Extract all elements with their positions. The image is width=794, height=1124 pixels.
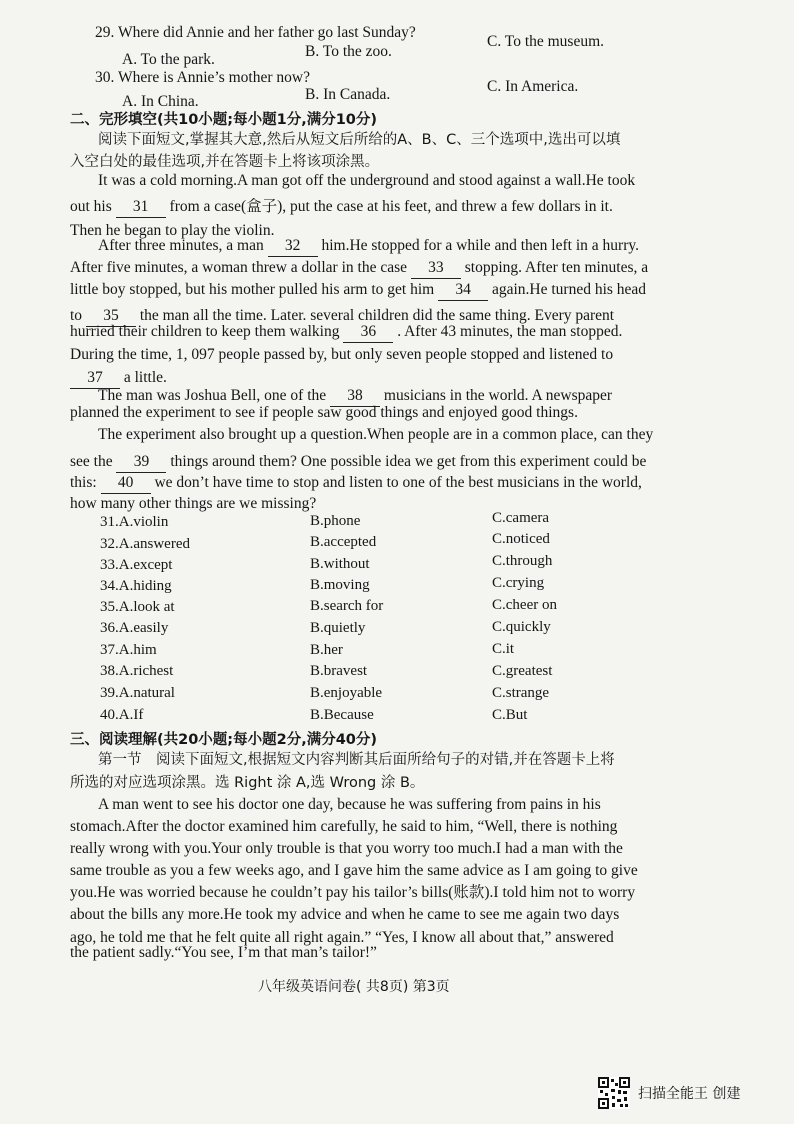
option-39-a: 39.A.natural <box>100 685 175 701</box>
option-35-b: B.search for <box>310 598 384 614</box>
blank-37: 37 <box>70 368 120 389</box>
cloze-p2-line1 <box>98 236 639 257</box>
text-fragment: things around them? One possible idea we get from this experiment could be <box>170 453 647 470</box>
reading-section-2: 所选的对应选项涂黑。选 Right 涂 A,选 Wrong 涂 B。 <box>70 775 425 791</box>
text-fragment: The man was Joshua Bell, one of the <box>98 387 327 404</box>
option-33-c: C.through <box>492 553 553 569</box>
option-31-c: C.camera <box>492 510 550 526</box>
text-fragment: him.He stopped for a while and then left in a hurry. <box>321 237 639 254</box>
text-fragment: again.He turned his head <box>491 281 647 298</box>
text-fragment: see the <box>70 453 113 470</box>
option-34-c: C.crying <box>492 575 545 591</box>
text-fragment: out his <box>70 198 112 215</box>
option-40-c: C.But <box>492 707 528 723</box>
cloze-p2-line3 <box>70 280 646 301</box>
passage-line-1: A man went to see his doctor one day, because he was suffering from pains in his <box>98 796 601 813</box>
q30-option-b: B. In Canada. <box>305 86 391 103</box>
cloze-p4-line2 <box>70 452 646 473</box>
option-35-c: C.cheer on <box>492 597 557 613</box>
cloze-instruction-1: 阅读下面短文,掌握其大意,然后从短文后所给的A、B、C、三个选项中,选出可以填 <box>98 132 621 148</box>
q29-option-b: B. To the zoo. <box>305 43 392 60</box>
option-36-c: C.quickly <box>492 619 551 635</box>
cloze-p1-line3: Then he began to play the violin. <box>70 222 275 239</box>
option-37-c: C.it <box>492 641 515 657</box>
option-32-a: 32.A.answered <box>100 536 190 552</box>
cloze-instruction-2: 入空白处的最佳选项,并在答题卡上将该项涂黑。 <box>70 154 380 170</box>
passage-line-8: the patient sadly.“You see, I’m that man’s tailor!” <box>70 944 377 961</box>
passage-line-5: you.He was worried because he couldn’t pay his tailor’s bills(账款).I told him not to worry <box>70 884 636 901</box>
passage-line-4: same trouble as you a few weeks ago, and I gave him the same advice as I am going to give <box>70 862 638 879</box>
text-fragment: this: <box>70 474 97 491</box>
cloze-p4-line1: The experiment also brought up a question.When people are in a common place, can they <box>98 426 654 443</box>
text-fragment: musicians in the world. A newspaper <box>383 387 613 404</box>
text-fragment: to <box>70 307 83 324</box>
cloze-p1-line1: It was a cold morning.A man got off the underground and stood against a wall.He took <box>98 172 636 189</box>
text-fragment: stopping. After ten minutes, a <box>464 259 649 276</box>
text-fragment: . After 43 minutes, the man stopped. <box>397 323 623 340</box>
reading-heading: 三、阅读理解(共20小题;每小题2分,满分40分) <box>70 732 378 748</box>
cloze-p4-line4: how many other things are we missing? <box>70 495 317 512</box>
option-35-a: 35.A.look at <box>100 599 175 615</box>
text-fragment: After three minutes, a man <box>98 237 264 254</box>
blank-39: 39 <box>116 452 166 473</box>
option-40-a: 40.A.If <box>100 707 144 723</box>
passage-line-7: ago, he told me that he felt quite all right again.” “Yes, I know all about that,” answered <box>70 929 614 946</box>
option-31-b: B.phone <box>310 513 361 529</box>
option-32-b: B.accepted <box>310 534 377 550</box>
blank-33: 33 <box>411 258 461 279</box>
q29-option-c: C. To the museum. <box>487 33 605 50</box>
cloze-p2-line6: During the time, 1, 097 people passed by, but only seven people stopped and listened to <box>70 346 614 363</box>
blank-38: 38 <box>330 386 380 407</box>
passage-line-2: stomach.After the doctor examined him carefully, he said to him, “Well, there is nothing <box>70 818 618 835</box>
passage-line-6: about the bills any more.He took my advice and when he came to see me again two days <box>70 906 620 923</box>
text-fragment: hurried their children to keep them walking <box>70 323 340 340</box>
q29-option-a: A. To the park. <box>122 51 215 68</box>
option-37-b: B.her <box>310 642 343 658</box>
option-36-a: 36.A.easily <box>100 620 169 636</box>
q29-stem: 29. Where did Annie and her father go last Sunday? <box>95 24 416 41</box>
cloze-p2-line2 <box>70 258 648 279</box>
option-38-b: B.bravest <box>310 663 368 679</box>
cloze-p3-line2: planned the experiment to see if people saw good things and enjoyed good things. <box>70 404 578 421</box>
cloze-p1-line2 <box>70 197 613 218</box>
option-36-b: B.quietly <box>310 620 366 636</box>
cloze-p2-line5 <box>70 322 622 343</box>
option-39-c: C.strange <box>492 685 550 701</box>
q30-option-a: A. In China. <box>122 93 199 110</box>
option-33-b: B.without <box>310 556 370 572</box>
option-38-c: C.greatest <box>492 663 553 679</box>
blank-36: 36 <box>343 322 393 343</box>
cloze-p4-line3 <box>70 473 642 494</box>
text-fragment: a little. <box>123 369 167 386</box>
option-39-b: B.enjoyable <box>310 685 383 701</box>
option-38-a: 38.A.richest <box>100 663 174 679</box>
option-31-a: 31.A.violin <box>100 514 169 530</box>
text-fragment: little boy stopped, but his mother pulled his arm to get him <box>70 281 435 298</box>
q30-stem: 30. Where is Annie’s mother now? <box>95 69 310 86</box>
option-33-a: 33.A.except <box>100 557 173 573</box>
text-fragment: from a case(盒子), put the case at his feet, and threw a few dollars in it. <box>169 198 613 215</box>
option-40-b: B.Because <box>310 707 374 723</box>
blank-34: 34 <box>438 280 488 301</box>
page-footer: 八年级英语问卷( 共8页) 第3页 <box>258 979 450 995</box>
scanner-watermark-text: 扫描全能王 创建 <box>638 1086 741 1102</box>
option-34-a: 34.A.hiding <box>100 578 172 594</box>
blank-40: 40 <box>101 473 151 494</box>
blank-35: 35 <box>86 306 136 327</box>
option-34-b: B.moving <box>310 577 370 593</box>
reading-section-1: 第一节 阅读下面短文,根据短文内容判断其后面所给句子的对错,并在答题卡上将 <box>98 752 615 768</box>
text-fragment: we don’t have time to stop and listen to one of the best musicians in the world, <box>154 474 642 491</box>
text-fragment: the man all the time. Later. several children did the same thing. Every parent <box>139 307 615 324</box>
option-32-c: C.noticed <box>492 531 550 547</box>
blank-32: 32 <box>268 236 318 257</box>
passage-line-3: really wrong with you.Your only trouble is that you worry too much.I had a man with the <box>70 840 623 857</box>
blank-31: 31 <box>116 197 166 218</box>
cloze-heading: 二、完形填空(共10小题;每小题1分,满分10分) <box>70 112 378 128</box>
qr-code-icon <box>598 1077 630 1109</box>
q30-option-c: C. In America. <box>487 78 579 95</box>
text-fragment: After five minutes, a woman threw a dollar in the case <box>70 259 408 276</box>
option-37-a: 37.A.him <box>100 642 157 658</box>
